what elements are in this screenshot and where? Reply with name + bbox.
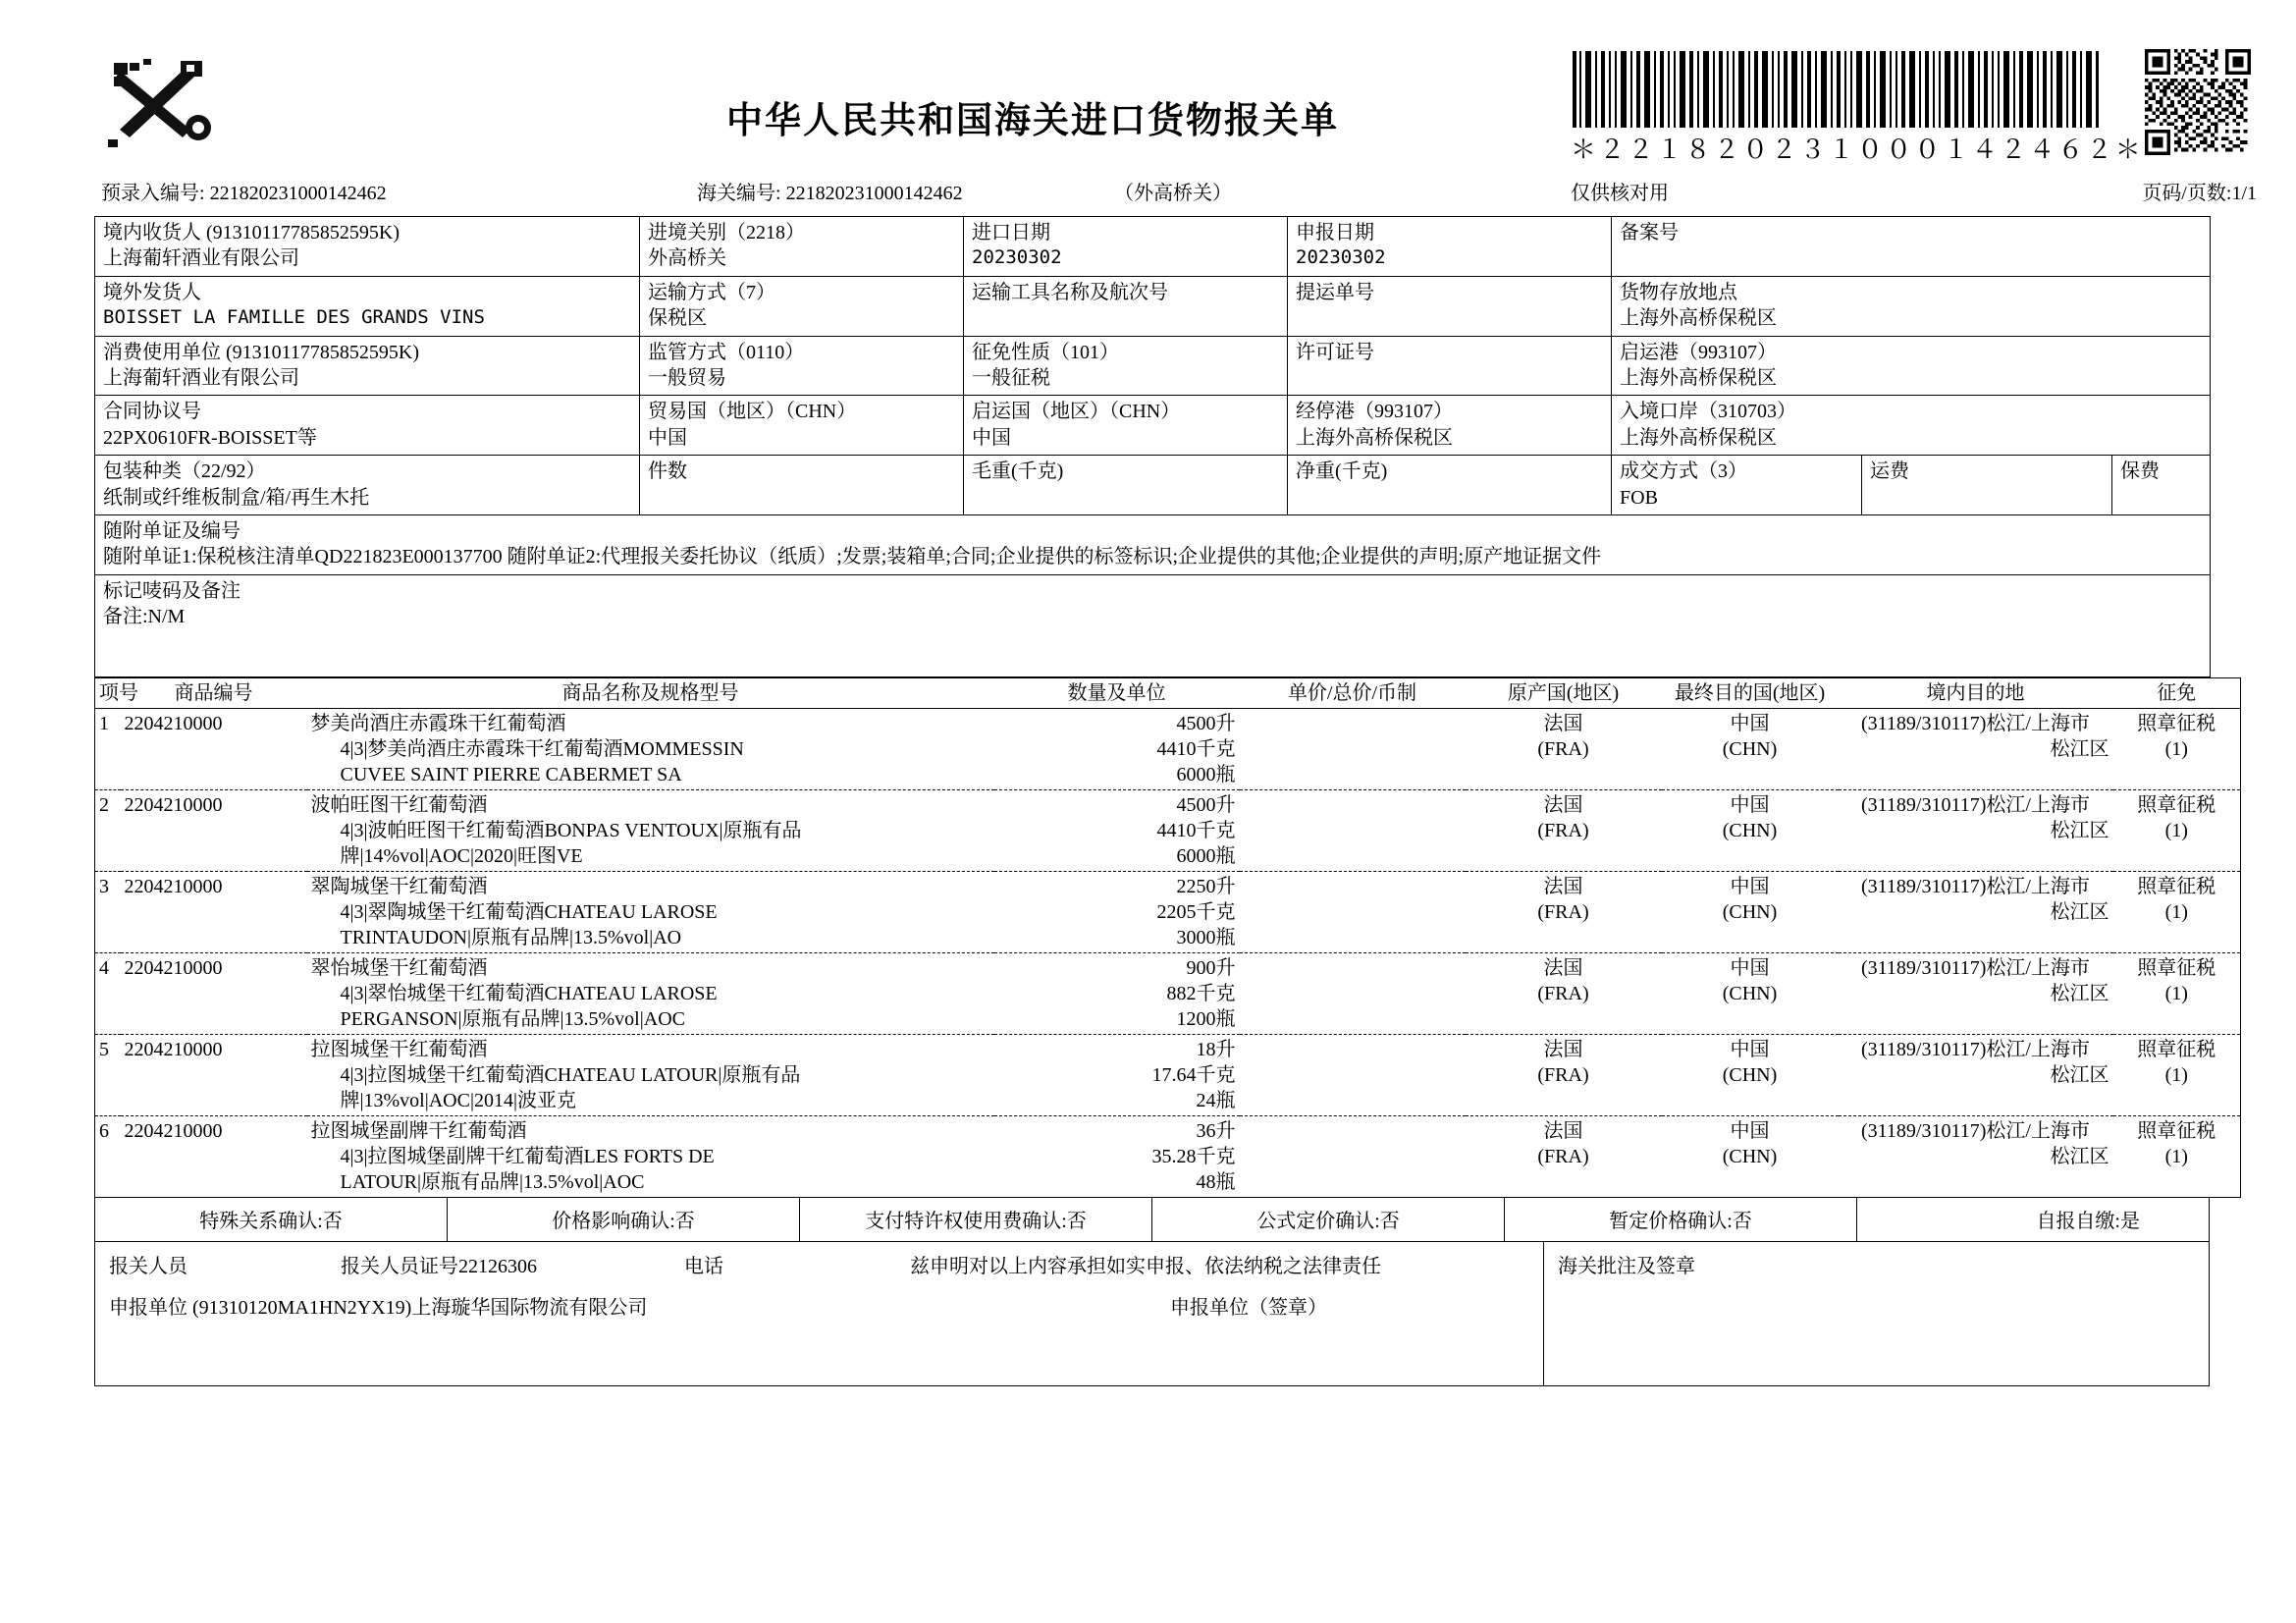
- declarant-seal-label: 申报单位（签章）: [1170, 1296, 1327, 1319]
- customs-endorsement-label: 海关批注及签章: [1558, 1255, 1695, 1277]
- document-header: [0, 0, 2296, 177]
- col-origin-country: 原产国(地区): [1466, 677, 1662, 708]
- item-destination: 中国 (CHN): [1662, 1115, 1839, 1197]
- item-inland: (31189/310117)松江/上海市 松江区: [1839, 789, 2113, 871]
- field-departure-port: 启运港（993107） 上海外高桥保税区: [1612, 336, 2211, 396]
- item-name: 拉图城堡副牌干红葡萄酒 4|3|拉图城堡副牌干红葡萄酒LES FORTS DE LATOUR|原瓶有品牌|13.5%vol|AOC: [307, 1115, 994, 1197]
- page-title: 中华人民共和国海关进口货物报关单: [726, 99, 1339, 141]
- item-tax: 照章征税 (1): [2113, 1115, 2241, 1197]
- field-transport-mode: 运输方式（7） 保税区: [640, 276, 964, 336]
- declarant-block: [95, 1242, 1544, 1386]
- col-destination-country: 最终目的国(地区): [1662, 677, 1839, 708]
- declaration-fields-table: [94, 216, 2211, 677]
- declarant-unit: 申报单位 (91310120MA1HN2YX19)上海璇华国际物流有限公司: [109, 1296, 648, 1319]
- item-code: 2204210000: [121, 1034, 307, 1115]
- col-goods-name: 商品名称及规格型号: [307, 677, 994, 708]
- signature-section: [94, 1242, 2210, 1386]
- confirm-price-influence: 价格影响确认:否: [448, 1198, 800, 1242]
- item-code: 2204210000: [121, 1115, 307, 1197]
- item-code: 2204210000: [121, 708, 307, 789]
- field-marks-remarks: 标记唛码及备注 备注:N/M: [95, 574, 2211, 676]
- item-inland: (31189/310117)松江/上海市 松江区: [1839, 952, 2113, 1034]
- item-code: 2204210000: [121, 871, 307, 952]
- item-name: 拉图城堡干红葡萄酒 4|3|拉图城堡干红葡萄酒CHATEAU LATOUR|原瓶有品 牌|13%vol|AOC|2014|波亚克: [307, 1034, 994, 1115]
- field-row-3: [95, 336, 2211, 396]
- item-quantity: 900升 882千克 1200瓶: [994, 952, 1240, 1034]
- item-destination: 中国 (CHN): [1662, 789, 1839, 871]
- item-price: [1240, 952, 1466, 1034]
- field-levy-nature: 征免性质（101） 一般征税: [964, 336, 1288, 396]
- col-item-no: 项号: [95, 677, 121, 708]
- item-quantity: 4500升 4410千克 6000瓶: [994, 789, 1240, 871]
- field-storage-location: 货物存放地点 上海外高桥保税区: [1612, 276, 2211, 336]
- confirmations-row: [94, 1198, 2210, 1242]
- field-gross-weight: 毛重(千克): [964, 456, 1288, 515]
- goods-items-table: [94, 677, 2241, 1198]
- item-inland: (31189/310117)松江/上海市 松江区: [1839, 708, 2113, 789]
- confirm-formula-pricing: 公式定价确认:否: [1152, 1198, 1505, 1242]
- item-quantity: 18升 17.64千克 24瓶: [994, 1034, 1240, 1115]
- barcode: [1571, 51, 2145, 166]
- item-no: 4: [95, 952, 121, 1034]
- agent-label: 报关人员: [109, 1255, 187, 1277]
- field-trade-terms: 成交方式（3） FOB: [1612, 456, 1862, 515]
- barcode-number: ＊２２１８２０２３１０００１４２４６２＊: [1571, 135, 2145, 165]
- field-consumer-unit: 消费使用单位 (91310117785852595K) 上海葡轩酒业有限公司: [95, 336, 640, 396]
- field-freight: 运费: [1862, 456, 2112, 515]
- field-row-1: [95, 217, 2211, 277]
- item-no: 5: [95, 1034, 121, 1115]
- item-code: 2204210000: [121, 789, 307, 871]
- item-inland: (31189/310117)松江/上海市 松江区: [1839, 1115, 2113, 1197]
- field-consignee: 境内收货人 (91310117785852595K) 上海葡轩酒业有限公司: [95, 217, 640, 277]
- item-destination: 中国 (CHN): [1662, 1034, 1839, 1115]
- page-number: 页码/页数:1/1: [2142, 183, 2257, 204]
- item-destination: 中国 (CHN): [1662, 952, 1839, 1034]
- col-price: 单价/总价/币制: [1240, 677, 1466, 708]
- phone-label: 电话: [684, 1255, 723, 1277]
- item-quantity: 2250升 2205千克 3000瓶: [994, 871, 1240, 952]
- table-row: [95, 1115, 2241, 1197]
- confirm-provisional-price: 暂定价格确认:否: [1505, 1198, 1857, 1242]
- field-row-5: [95, 456, 2211, 515]
- field-declare-date: 申报日期 20230302: [1288, 217, 1612, 277]
- item-no: 2: [95, 789, 121, 871]
- table-row: [95, 789, 2241, 871]
- item-quantity: 36升 35.28千克 48瓶: [994, 1115, 1240, 1197]
- col-hs-code: 商品编号: [121, 677, 307, 708]
- customs-office: （外高桥关）: [1114, 183, 1232, 204]
- item-inland: (31189/310117)松江/上海市 松江区: [1839, 871, 2113, 952]
- field-vessel: 运输工具名称及航次号: [964, 276, 1288, 336]
- field-trade-country: 贸易国（地区）（CHN） 中国: [640, 396, 964, 456]
- meta-row: [0, 177, 2296, 210]
- legal-statement: 兹申明对以上内容承担如实申报、依法纳税之法律责任: [910, 1255, 1381, 1277]
- item-name: 翠陶城堡干红葡萄酒 4|3|翠陶城堡干红葡萄酒CHATEAU LAROSE TRINTAUDON|原瓶有品牌|13.5%vol|AO: [307, 871, 994, 952]
- confirm-royalty-payment: 支付特许权使用费确认:否: [800, 1198, 1152, 1242]
- field-import-port: 进境关别（2218） 外高桥关: [640, 217, 964, 277]
- verification-note: 仅供核对用: [1571, 183, 1669, 204]
- item-origin: 法国 (FRA): [1466, 871, 1662, 952]
- field-record-no: 备案号: [1612, 217, 2211, 277]
- item-code: 2204210000: [121, 952, 307, 1034]
- field-transit-port: 经停港（993107） 上海外高桥保税区: [1288, 396, 1612, 456]
- col-tax-exemption: 征免: [2113, 677, 2241, 708]
- col-quantity: 数量及单位: [994, 677, 1240, 708]
- table-row: [95, 952, 2241, 1034]
- table-row: [95, 708, 2241, 789]
- item-no: 3: [95, 871, 121, 952]
- field-contract-no: 合同协议号 22PX0610FR-BOISSET等: [95, 396, 640, 456]
- agent-cert: 报关人员证号22126306: [341, 1255, 537, 1277]
- item-quantity: 4500升 4410千克 6000瓶: [994, 708, 1240, 789]
- item-tax: 照章征税 (1): [2113, 1034, 2241, 1115]
- field-overseas-shipper: 境外发货人 BOISSET LA FAMILLE DES GRANDS VINS: [95, 276, 640, 336]
- item-origin: 法国 (FRA): [1466, 708, 1662, 789]
- pre-record-number: 预录入编号: 221820231000142462: [101, 183, 387, 204]
- customs-number: 海关编号: 221820231000142462: [697, 183, 963, 204]
- item-price: [1240, 1115, 1466, 1197]
- field-entry-port: 入境口岸（310703） 上海外高桥保税区: [1612, 396, 2211, 456]
- item-price: [1240, 871, 1466, 952]
- field-license-no: 许可证号: [1288, 336, 1612, 396]
- item-name: 翠怡城堡干红葡萄酒 4|3|翠怡城堡干红葡萄酒CHATEAU LAROSE PERGANSON|原瓶有品牌|13.5%vol|AOC: [307, 952, 994, 1034]
- item-origin: 法国 (FRA): [1466, 789, 1662, 871]
- confirm-special-relation: 特殊关系确认:否: [95, 1198, 448, 1242]
- field-package-type: 包装种类（22/92） 纸制或纤维板制盒/箱/再生木托: [95, 456, 640, 515]
- field-row-6: [95, 514, 2211, 574]
- field-row-2: [95, 276, 2211, 336]
- customs-emblem-icon: [108, 57, 214, 147]
- table-row: [95, 871, 2241, 952]
- item-destination: 中国 (CHN): [1662, 708, 1839, 789]
- item-tax: 照章征税 (1): [2113, 708, 2241, 789]
- field-origin-country: 启运国（地区）（CHN） 中国: [964, 396, 1288, 456]
- item-name: 波帕旺图干红葡萄酒 4|3|波帕旺图干红葡萄酒BONPAS VENTOUX|原瓶有品 牌|14%vol|AOC|2020|旺图VE: [307, 789, 994, 871]
- qr-code: [2145, 49, 2251, 155]
- items-header-row: [95, 677, 2241, 708]
- field-attached-documents: 随附单证及编号 随附单证1:保税核注清单QD221823E000137700 随附单证2:代理报关委托协议（纸质）;发票;装箱单;合同;企业提供的标签标识;企业提供的其他;企业提供的声明;原产地证据文件: [95, 514, 2211, 574]
- table-row: [95, 1034, 2241, 1115]
- item-tax: 照章征税 (1): [2113, 871, 2241, 952]
- field-pieces: 件数: [640, 456, 964, 515]
- confirm-self-declare-pay: 自报自缴:是: [1857, 1198, 2210, 1242]
- field-row-4: [95, 396, 2211, 456]
- item-tax: 照章征税 (1): [2113, 789, 2241, 871]
- field-insurance: 保费: [2112, 456, 2211, 515]
- field-row-7: [95, 574, 2211, 676]
- field-supervision-mode: 监管方式（0110） 一般贸易: [640, 336, 964, 396]
- item-destination: 中国 (CHN): [1662, 871, 1839, 952]
- barcode-bars: [1571, 51, 2101, 128]
- field-import-date: 进口日期 20230302: [964, 217, 1288, 277]
- field-bill-no: 提运单号: [1288, 276, 1612, 336]
- item-tax: 照章征税 (1): [2113, 952, 2241, 1034]
- item-name: 梦美尚酒庄赤霞珠干红葡萄酒 4|3|梦美尚酒庄赤霞珠干红葡萄酒MOMMESSIN CUVEE SAINT PIERRE CABERMET SA: [307, 708, 994, 789]
- item-origin: 法国 (FRA): [1466, 1034, 1662, 1115]
- item-price: [1240, 789, 1466, 871]
- item-origin: 法国 (FRA): [1466, 1115, 1662, 1197]
- field-net-weight: 净重(千克): [1288, 456, 1612, 515]
- item-inland: (31189/310117)松江/上海市 松江区: [1839, 1034, 2113, 1115]
- item-price: [1240, 1034, 1466, 1115]
- col-inland-destination: 境内目的地: [1839, 677, 2113, 708]
- item-origin: 法国 (FRA): [1466, 952, 1662, 1034]
- item-no: 6: [95, 1115, 121, 1197]
- item-no: 1: [95, 708, 121, 789]
- customs-endorsement-block: [1544, 1242, 2210, 1386]
- item-price: [1240, 708, 1466, 789]
